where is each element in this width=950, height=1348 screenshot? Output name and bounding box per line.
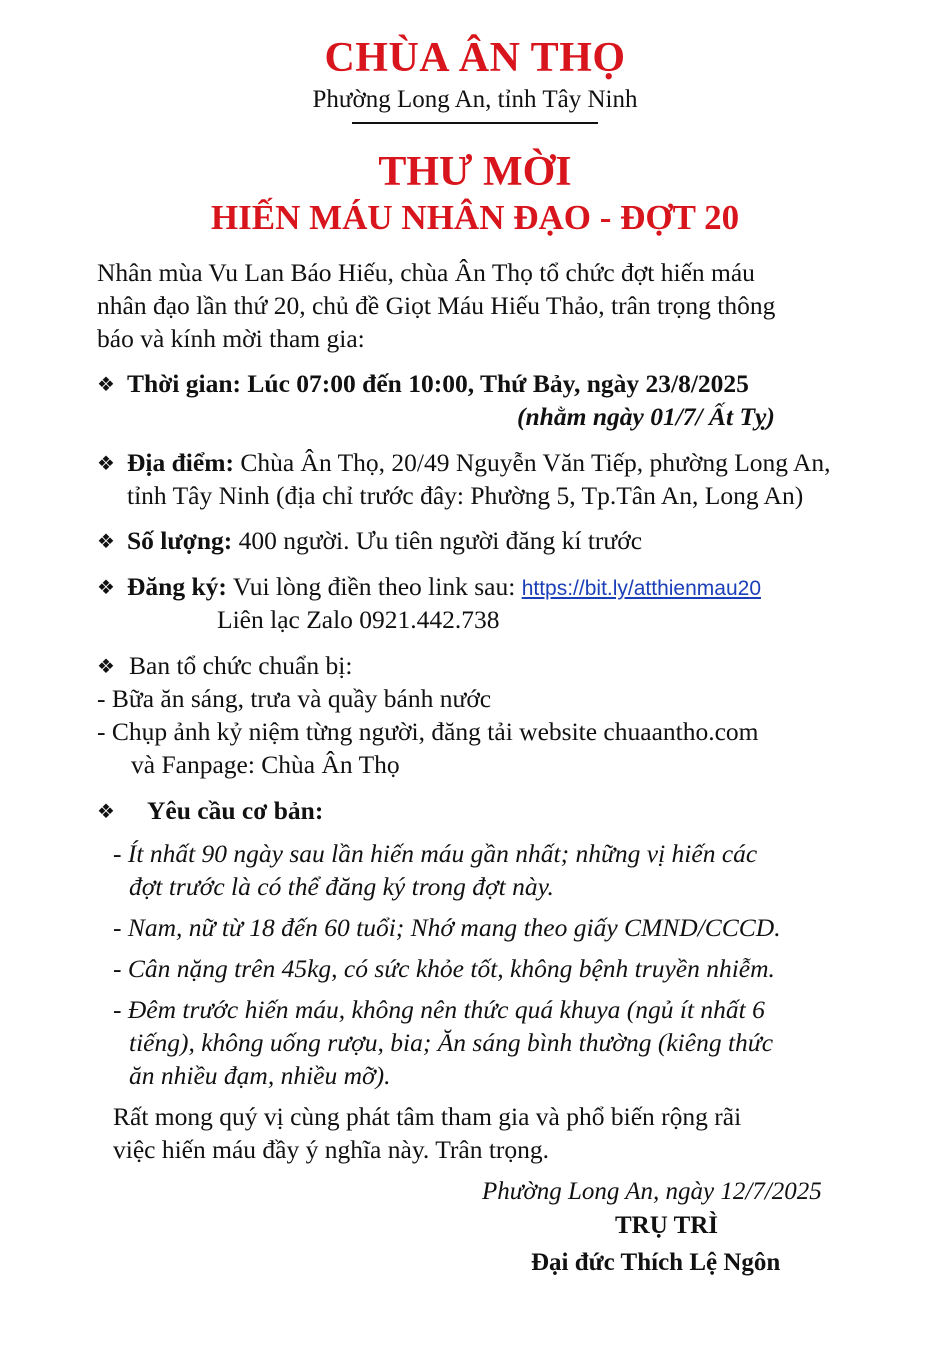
requirements-heading-text: Yêu cầu cơ bản:: [147, 796, 324, 825]
requirement-age: - Nam, nữ từ 18 đến 60 tuổi; Nhớ mang theo giấy CMND/CCCD.: [113, 913, 781, 942]
diamond-bullet-icon: ❖: [97, 451, 115, 475]
quantity-text: 400 người. Ưu tiên người đăng kí trước: [232, 526, 643, 555]
closing-line-2: việc hiến máu đầy ý nghĩa này. Trân trọng.: [113, 1135, 550, 1164]
requirement-night-before-line-3: ăn nhiều đạm, nhiều mỡ).: [129, 1061, 391, 1090]
signer-name: Đại đức Thích Lệ Ngôn: [531, 1249, 781, 1276]
diamond-bullet-icon: ❖: [97, 529, 115, 553]
intro-line-3: báo và kính mời tham gia:: [97, 324, 365, 353]
diamond-bullet-icon: ❖: [97, 575, 115, 599]
signer-role: TRỤ TRÌ: [615, 1212, 719, 1239]
register-item: [97, 570, 761, 605]
quantity-item: [97, 524, 642, 558]
requirement-night-before: - Đêm trước hiến máu, không nên thức quá khuya (ngủ ít nhất 6: [113, 995, 765, 1024]
time-text: Thời gian: Lúc 07:00 đến 10:00, Thứ Bảy, ngày 23/8/2025: [127, 369, 749, 398]
temple-name: CHÙA ÂN THỌ: [324, 35, 626, 81]
preparation-item-photos-line-2: và Fanpage: Chùa Ân Thọ: [131, 750, 400, 779]
header-divider: [352, 122, 598, 124]
place-and-date: Phường Long An, ngày 12/7/2025: [482, 1178, 822, 1205]
register-label: Đăng ký:: [127, 572, 227, 601]
intro-line-2: nhân đạo lần thứ 20, chủ đề Giọt Máu Hiếu Thảo, trân trọng thông: [97, 291, 776, 320]
lunar-date: (nhằm ngày 01/7/ Ất Tỵ): [517, 402, 775, 431]
diamond-bullet-icon: ❖: [97, 654, 115, 678]
preparation-heading-text: Ban tổ chức chuẩn bị:: [129, 651, 353, 680]
registration-link[interactable]: https://bit.ly/atthienmau20: [521, 577, 761, 600]
location-line-2: tỉnh Tây Ninh (địa chỉ trước đây: Phường 5, Tp.Tân An, Long An): [127, 481, 804, 510]
location-label: Địa điểm:: [127, 448, 234, 477]
time-item: [97, 367, 749, 401]
requirement-interval-line-2: đợt trước là có thể đăng ký trong đợt này.: [129, 872, 554, 901]
closing-line-1: Rất mong quý vị cùng phát tâm tham gia và phổ biến rộng rãi: [113, 1102, 742, 1131]
letter-title: THƯ MỜI: [378, 149, 572, 195]
requirements-heading: [97, 794, 323, 828]
location-text: Chùa Ân Thọ, 20/49 Nguyễn Văn Tiếp, phường Long An,: [233, 448, 831, 477]
requirement-weight: - Cân nặng trên 45kg, có sức khỏe tốt, không bệnh truyền nhiễm.: [113, 954, 775, 983]
preparation-item-meals: - Bữa ăn sáng, trưa và quầy bánh nước: [97, 684, 492, 713]
diamond-bullet-icon: ❖: [97, 799, 115, 823]
temple-location: Phường Long An, tỉnh Tây Ninh: [312, 86, 638, 113]
requirement-interval: - Ít nhất 90 ngày sau lần hiến máu gần nhất; những vị hiến các: [113, 839, 758, 868]
zalo-contact: Liên lạc Zalo 0921.442.738: [217, 605, 500, 634]
register-text: Vui lòng điền theo link sau:: [226, 572, 522, 601]
preparation-item-photos: - Chụp ảnh kỷ niệm từng người, đăng tải website chuaantho.com: [97, 717, 759, 746]
preparation-heading: [97, 649, 352, 683]
event-title: HIẾN MÁU NHÂN ĐẠO - ĐỢT 20: [210, 198, 740, 237]
requirement-night-before-line-2: tiếng), không uống rượu, bia; Ăn sáng bình thường (kiêng thức: [129, 1028, 774, 1057]
intro-line-1: Nhân mùa Vu Lan Báo Hiếu, chùa Ân Thọ tổ chức đợt hiến máu: [97, 258, 755, 287]
diamond-bullet-icon: ❖: [97, 372, 115, 396]
quantity-label: Số lượng:: [127, 526, 233, 555]
location-item: [97, 446, 831, 480]
